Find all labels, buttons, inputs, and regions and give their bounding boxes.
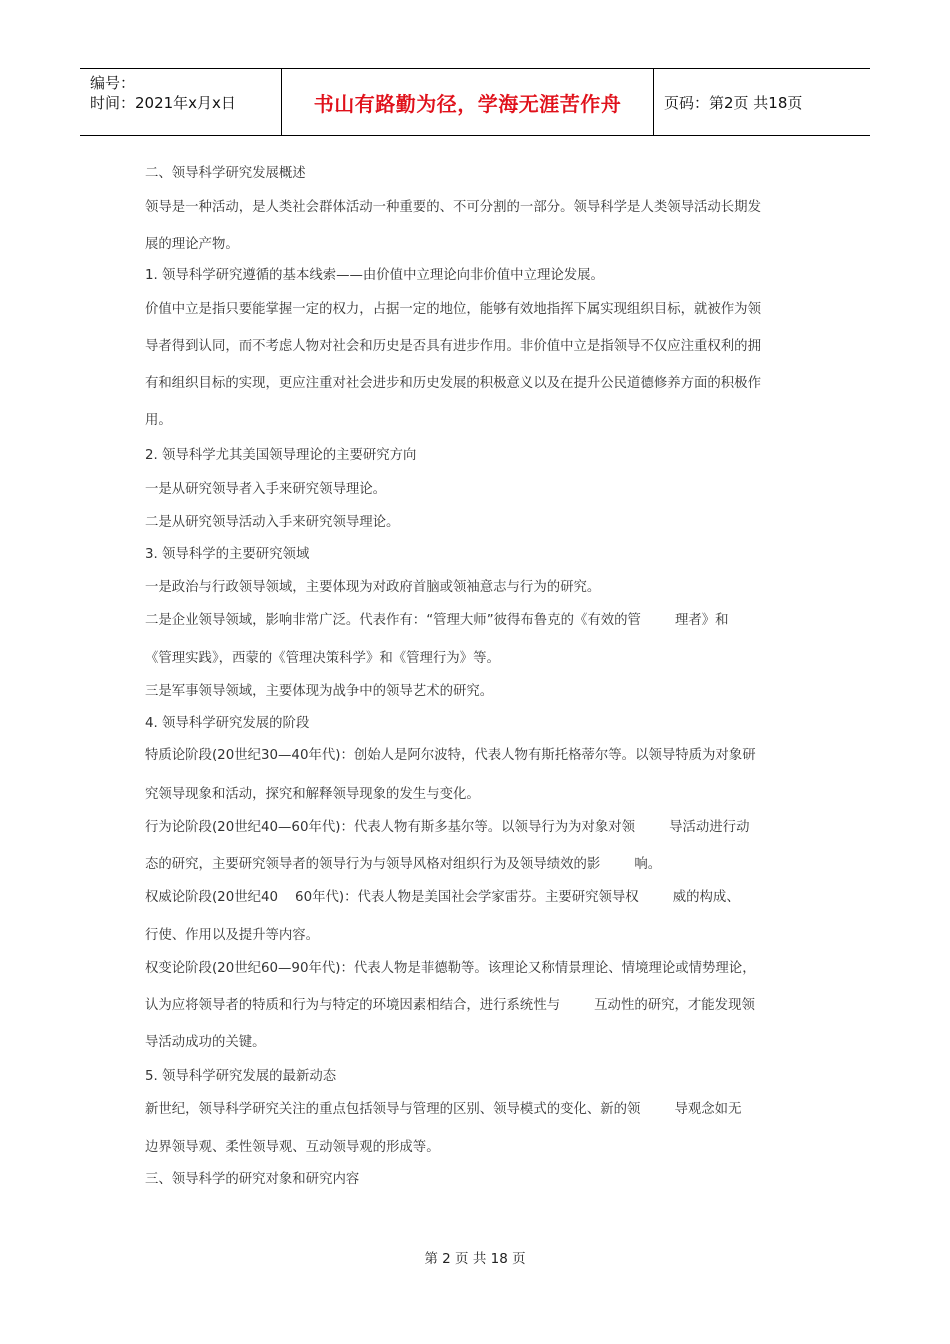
body-line: 边界领导观、柔性领导观、互动领导观的形成等。 [145, 1140, 440, 1155]
body-line: 权变论阶段(20世纪60—90年代)：代表人物是菲德勒等。该理论又称情景理论、情境理论或情势理论， [145, 961, 756, 976]
body-line: 态的研究，主要研究领导者的领导行为与领导风格对组织行为及领导绩效的影 响。 [145, 857, 662, 872]
body-line: 1. 领导科学研究遵循的基本线索——由价值中立理论向非价值中立理论发展。 [145, 268, 604, 283]
body-line: 新世纪，领导科学研究关注的重点包括领导与管理的区别、领导模式的变化、新的领 导观念如无 [145, 1102, 742, 1117]
body-line: 认为应将领导者的特质和行为与特定的环境因素相结合，进行系统性与 互动性的研究，才能发现领 [145, 998, 755, 1013]
body-line: 领导是一种活动，是人类社会群体活动一种重要的、不可分割的一部分。领导科学是人类领导活动长期发 [145, 200, 761, 215]
body-line: 展的理论产物。 [145, 237, 239, 252]
body-line: 5. 领导科学研究发展的最新动态 [145, 1069, 337, 1084]
header-motto: 书山有路勤为径，学海无涯苦作舟 [281, 69, 654, 135]
body-line: 一是从研究领导者入手来研究领导理论。 [145, 482, 387, 497]
header-page-label: 页码：第2页 共18页 [664, 93, 803, 112]
document-header [80, 68, 870, 136]
body-line: 究领导现象和活动，探究和解释领导现象的发生与变化。 [145, 787, 480, 802]
body-line: 二、领导科学研究发展概述 [145, 166, 306, 181]
body-line: 二是企业领导领域，影响非常广泛。代表作有：“管理大师”彼得布鲁克的《有效的管 理者》和 [145, 613, 729, 628]
body-line: 行使、作用以及提升等内容。 [145, 928, 320, 943]
body-line: 4. 领导科学研究发展的阶段 [145, 716, 310, 731]
body-line: 行为论阶段(20世纪40—60年代)：代表人物有斯多基尔等。以领导行为为对象对领 导活动进行动 [145, 820, 750, 835]
body-line: 导者得到认同，而不考虑人物对社会和历史是否具有进步作用。非价值中立是指领导不仅应注重权利的拥 [145, 339, 761, 354]
body-line: 二是从研究领导活动入手来研究领导理论。 [145, 515, 400, 530]
time-label: 时间：2021年x月x日 [90, 94, 236, 112]
body-line: 3. 领导科学的主要研究领域 [145, 547, 310, 562]
body-line: 导活动成功的关键。 [145, 1035, 266, 1050]
body-line: 2. 领导科学尤其美国领导理论的主要研究方向 [145, 448, 417, 463]
body-line: 有和组织目标的实现，更应注重对社会进步和历史发展的积极意义以及在提升公民道德修养方面的积极作 [145, 376, 761, 391]
body-line: 价值中立是指只要能掌握一定的权力，占据一定的地位，能够有效地指挥下属实现组织目标，就被作为领 [145, 302, 761, 317]
number-label: 编号： [90, 74, 136, 92]
body-line: 权威论阶段(20世纪40 60年代)：代表人物是美国社会学家雷芬。主要研究领导权 威的构成、 [145, 890, 740, 905]
header-meta [80, 69, 281, 135]
body-line: 《管理实践》，西蒙的《管理决策科学》和《管理行为》等。 [145, 651, 500, 666]
body-line: 特质论阶段(20世纪30—40年代)：创始人是阿尔波特，代表人物有斯托格蒂尔等。以领导特质为对象研 [145, 748, 756, 763]
body-line: 三、领导科学的研究对象和研究内容 [145, 1172, 360, 1187]
body-line: 一是政治与行政领导领域，主要体现为对政府首脑或领袖意志与行为的研究。 [145, 580, 601, 595]
body-line: 用。 [145, 413, 172, 428]
body-line: 三是军事领导领域，主要体现为战争中的领导艺术的研究。 [145, 684, 494, 699]
page-footer: 第 2 页 共 18 页 [424, 1251, 526, 1267]
